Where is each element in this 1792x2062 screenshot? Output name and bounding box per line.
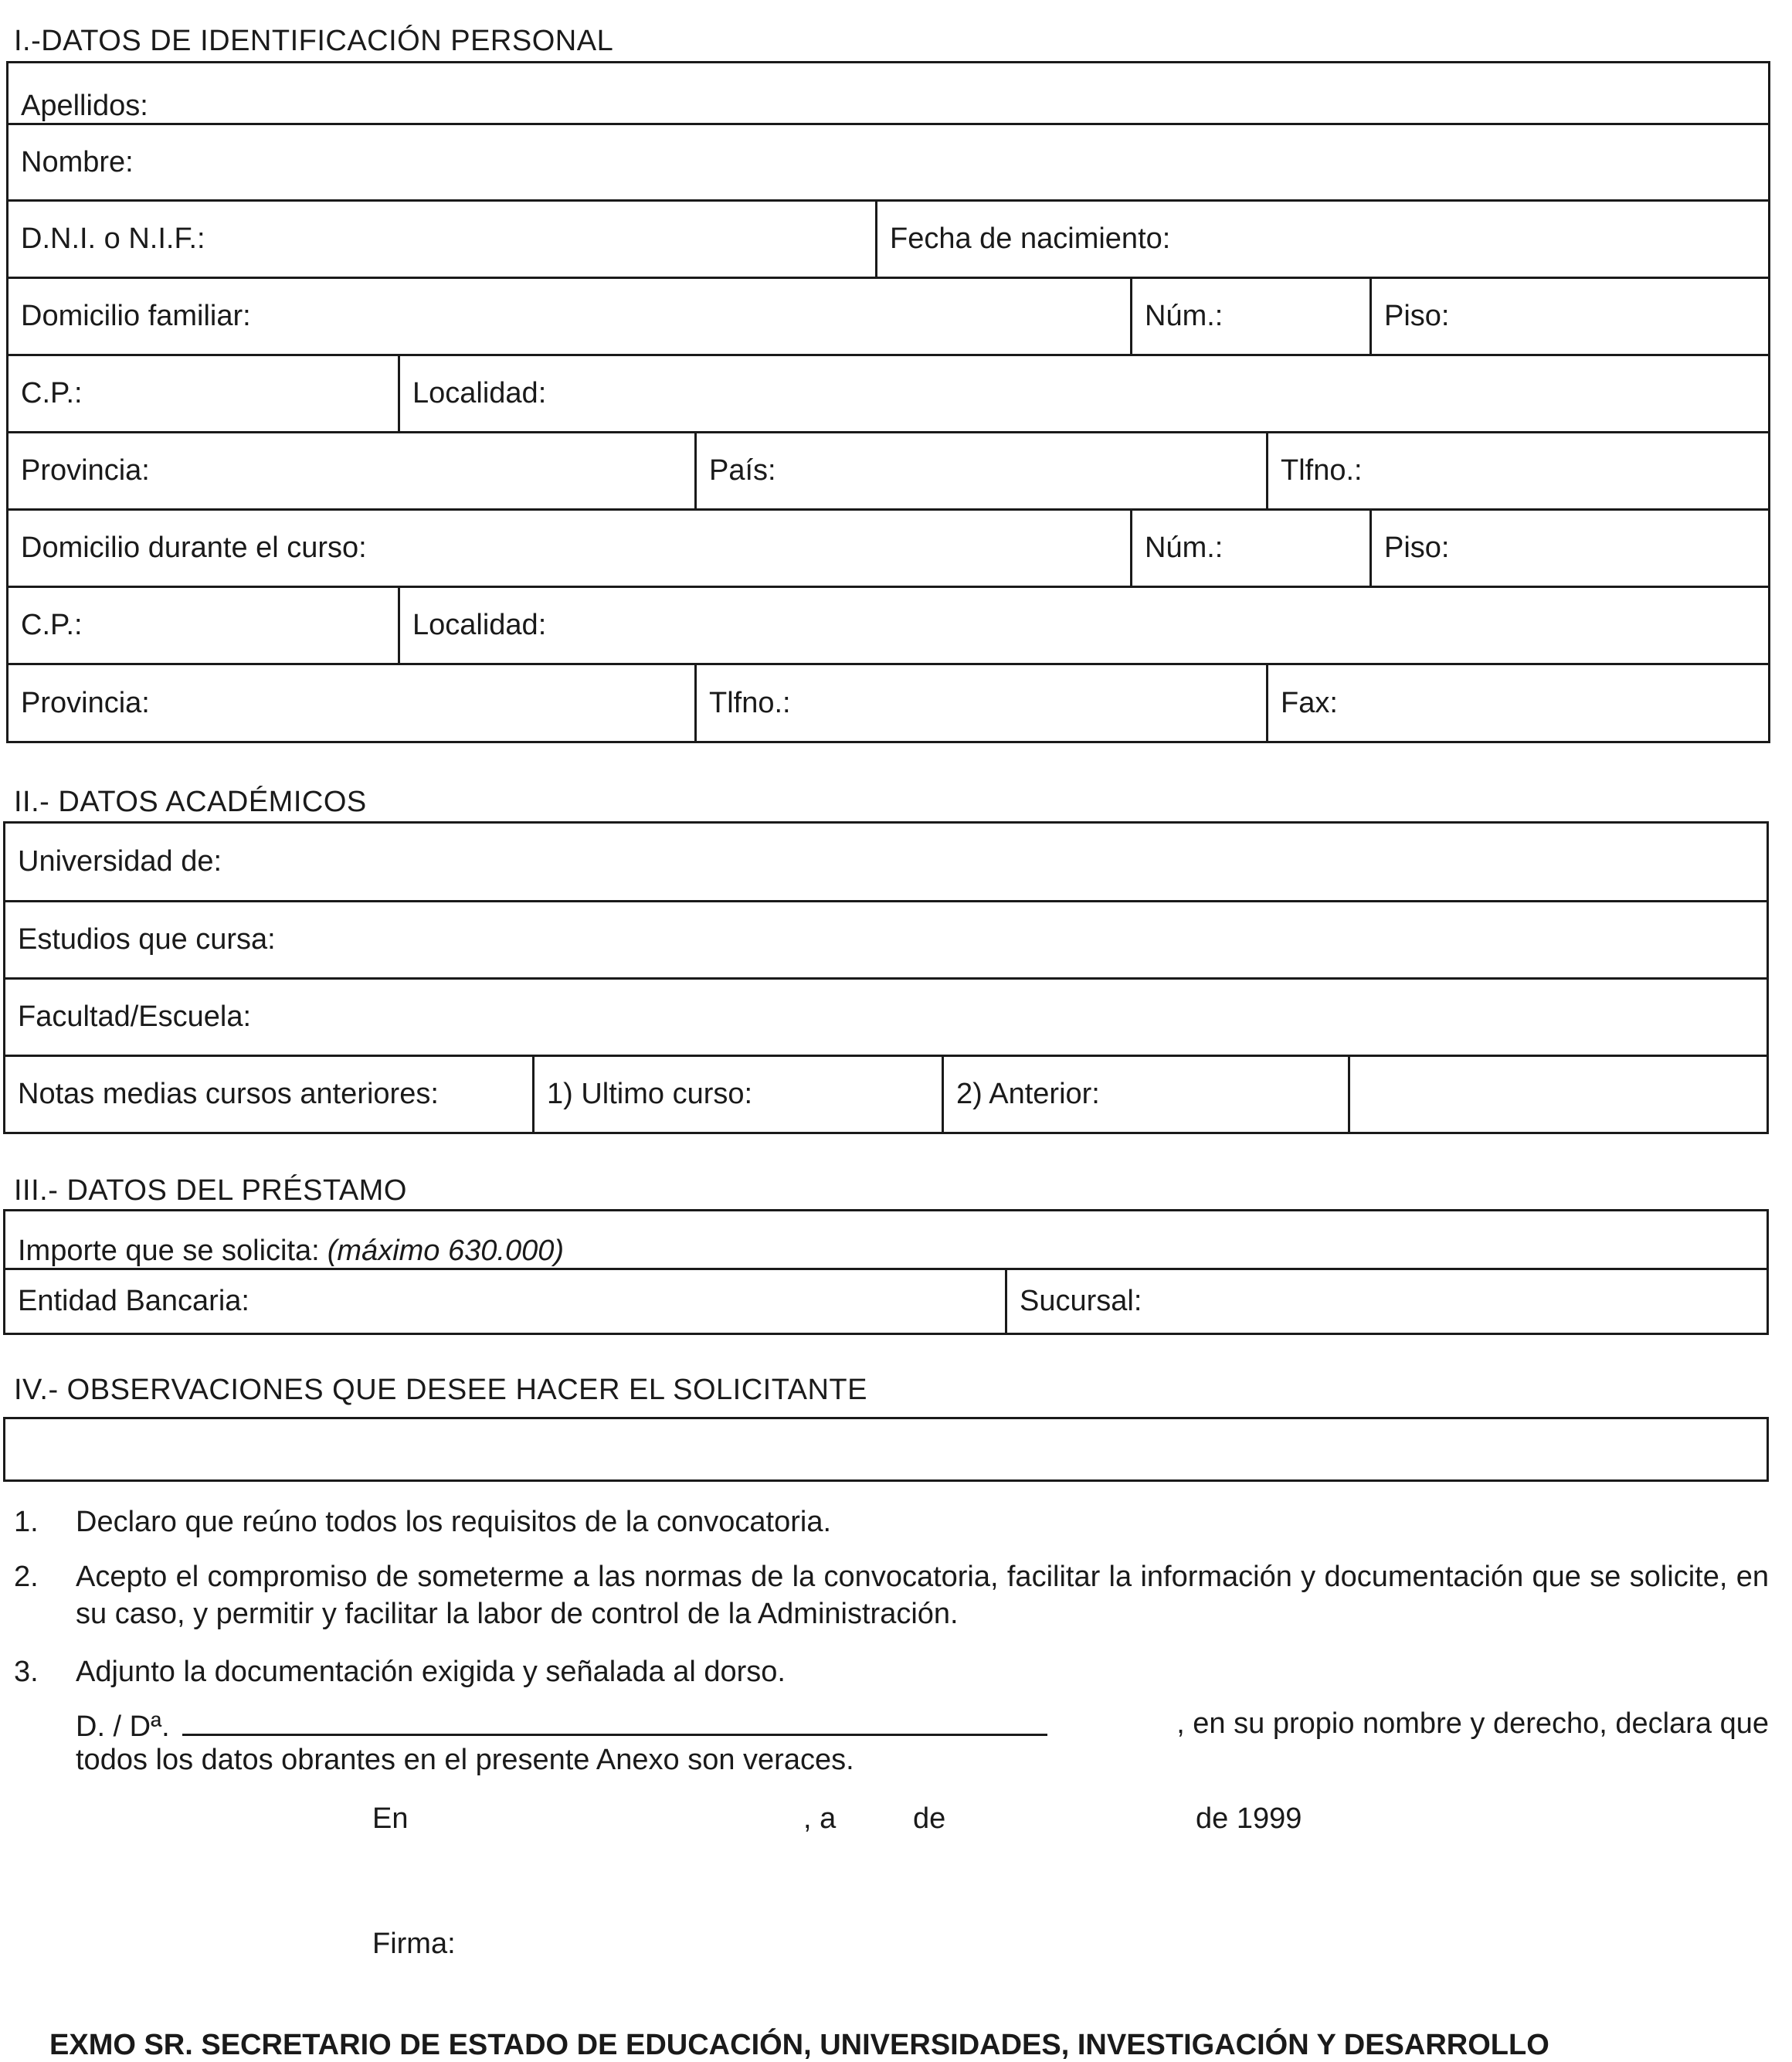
- apellidos-field[interactable]: [8, 63, 1768, 123]
- notas-medias-label: Notas medias cursos anteriores:: [18, 1078, 439, 1110]
- ultimo-curso-label: 1) Ultimo curso:: [547, 1078, 753, 1110]
- addressee: EXMO SR. SECRETARIO DE ESTADO DE EDUCACIÓN, UNIVERSIDADES, INVESTIGACIÓN Y DESARROLLO: [49, 2029, 1549, 2061]
- domicilio-curso-label: Domicilio durante el curso:: [21, 532, 367, 564]
- declaration-2-number: 2.: [14, 1561, 39, 1593]
- piso-curso-field[interactable]: [1372, 511, 1768, 586]
- cp-curso-field[interactable]: [8, 588, 398, 663]
- cp-familiar-label: C.P.:: [21, 377, 83, 409]
- place-label: En: [372, 1802, 409, 1835]
- loan-data-table: [3, 1209, 1769, 1335]
- provincia-familiar-field[interactable]: [8, 433, 694, 508]
- personal-data-table: [6, 61, 1770, 743]
- declaration-2-text: Acepto el compromiso de someterme a las normas de la convocatoria, facilitar la información y documentación que se solicite, en su caso, y permitir y facilitar la labor de control de la Administración.: [76, 1561, 1769, 1630]
- declaration-1-number: 1.: [14, 1506, 39, 1538]
- universidad-field[interactable]: [5, 824, 1767, 900]
- domicilio-familiar-label: Domicilio familiar:: [21, 300, 251, 332]
- telefono-curso-field[interactable]: [697, 665, 1266, 741]
- month-label: de: [913, 1802, 946, 1835]
- numero-familiar-field[interactable]: [1132, 279, 1369, 354]
- fax-label: Fax:: [1281, 686, 1338, 719]
- numero-curso-field[interactable]: [1132, 511, 1369, 586]
- declaration-2: [0, 1558, 1769, 1632]
- pais-label: País:: [709, 454, 776, 487]
- nota-extra-field[interactable]: [1350, 1057, 1767, 1132]
- anterior-curso-field[interactable]: [944, 1057, 1348, 1132]
- day-label: , a: [803, 1802, 837, 1835]
- domicilio-familiar-field[interactable]: [8, 279, 1130, 354]
- localidad-familiar-label: Localidad:: [412, 377, 547, 409]
- piso-familiar-label: Piso:: [1384, 300, 1450, 332]
- declarant-name-input[interactable]: [182, 1707, 1047, 1736]
- anterior-curso-label: 2) Anterior:: [956, 1078, 1100, 1110]
- dni-field[interactable]: [8, 202, 875, 277]
- piso-curso-label: Piso:: [1384, 532, 1450, 564]
- cp-familiar-field[interactable]: [8, 356, 398, 431]
- apellidos-label: Apellidos:: [21, 90, 148, 122]
- declarant-prefix: D. / Dª.: [76, 1710, 170, 1743]
- nombre-field[interactable]: [8, 125, 1768, 199]
- telefono-familiar-field[interactable]: [1268, 433, 1768, 508]
- pais-field[interactable]: [697, 433, 1266, 508]
- numero-familiar-label: Núm.:: [1145, 300, 1224, 332]
- domicilio-curso-field[interactable]: [8, 511, 1130, 586]
- importe-field[interactable]: [5, 1211, 1767, 1268]
- fecha-nacimiento-field[interactable]: [877, 202, 1768, 277]
- declaration-3-text: Adjunto la documentación exigida y señalada al dorso.: [76, 1656, 786, 1688]
- localidad-curso-field[interactable]: [400, 588, 1768, 663]
- localidad-curso-label: Localidad:: [412, 609, 547, 641]
- section-remarks-title: IV.- OBSERVACIONES QUE DESEE HACER EL SOLICITANTE: [14, 1374, 867, 1406]
- ultimo-curso-field[interactable]: [535, 1057, 942, 1132]
- facultad-label: Facultad/Escuela:: [18, 1000, 252, 1033]
- importe-maximo-note: (máximo 630.000): [327, 1235, 564, 1267]
- section-academic-title: II.- DATOS ACADÉMICOS: [14, 786, 367, 818]
- cp-curso-label: C.P.:: [21, 609, 83, 641]
- declarant-name-line: [76, 1707, 1769, 1744]
- section-personal-title: I.-DATOS DE IDENTIFICACIÓN PERSONAL: [14, 25, 614, 57]
- academic-data-table: [3, 821, 1769, 1134]
- dni-label: D.N.I. o N.I.F.:: [21, 223, 205, 255]
- entidad-bancaria-label: Entidad Bancaria:: [18, 1285, 249, 1317]
- provincia-familiar-label: Provincia:: [21, 454, 150, 487]
- facultad-field[interactable]: [5, 980, 1767, 1055]
- piso-familiar-field[interactable]: [1372, 279, 1768, 354]
- estudios-field[interactable]: [5, 902, 1767, 977]
- declarant-line-2: todos los datos obrantes en el presente Anexo son veraces.: [76, 1744, 854, 1776]
- universidad-label: Universidad de:: [18, 845, 222, 878]
- firma-label: Firma:: [372, 1928, 456, 1960]
- telefono-familiar-label: Tlfno.:: [1281, 454, 1363, 487]
- nombre-label: Nombre:: [21, 145, 134, 178]
- localidad-familiar-field[interactable]: [400, 356, 1768, 431]
- estudios-label: Estudios que cursa:: [18, 923, 276, 956]
- year-label: de 1999: [1196, 1802, 1302, 1835]
- entidad-bancaria-field[interactable]: [5, 1270, 1005, 1333]
- sucursal-label: Sucursal:: [1020, 1285, 1142, 1317]
- fax-field[interactable]: [1268, 665, 1768, 741]
- declaration-3-number: 3.: [14, 1656, 39, 1688]
- declaration-1-text: Declaro que reúno todos los requisitos de la convocatoria.: [76, 1506, 832, 1538]
- numero-curso-label: Núm.:: [1145, 532, 1224, 564]
- provincia-curso-label: Provincia:: [21, 686, 150, 719]
- telefono-curso-label: Tlfno.:: [709, 686, 791, 719]
- section-loan-title: III.- DATOS DEL PRÉSTAMO: [14, 1174, 407, 1207]
- observaciones-field[interactable]: [3, 1417, 1769, 1482]
- fecha-nacimiento-label: Fecha de nacimiento:: [890, 223, 1171, 255]
- declarant-suffix: , en su propio nombre y derecho, declara que: [1176, 1707, 1769, 1740]
- importe-label: Importe que se solicita:: [18, 1235, 320, 1267]
- declaration-1: [0, 1503, 1769, 1541]
- declaration-3: [0, 1653, 1769, 1690]
- provincia-curso-field[interactable]: [8, 665, 694, 741]
- notas-medias-field: [5, 1057, 532, 1132]
- sucursal-field[interactable]: [1007, 1270, 1767, 1333]
